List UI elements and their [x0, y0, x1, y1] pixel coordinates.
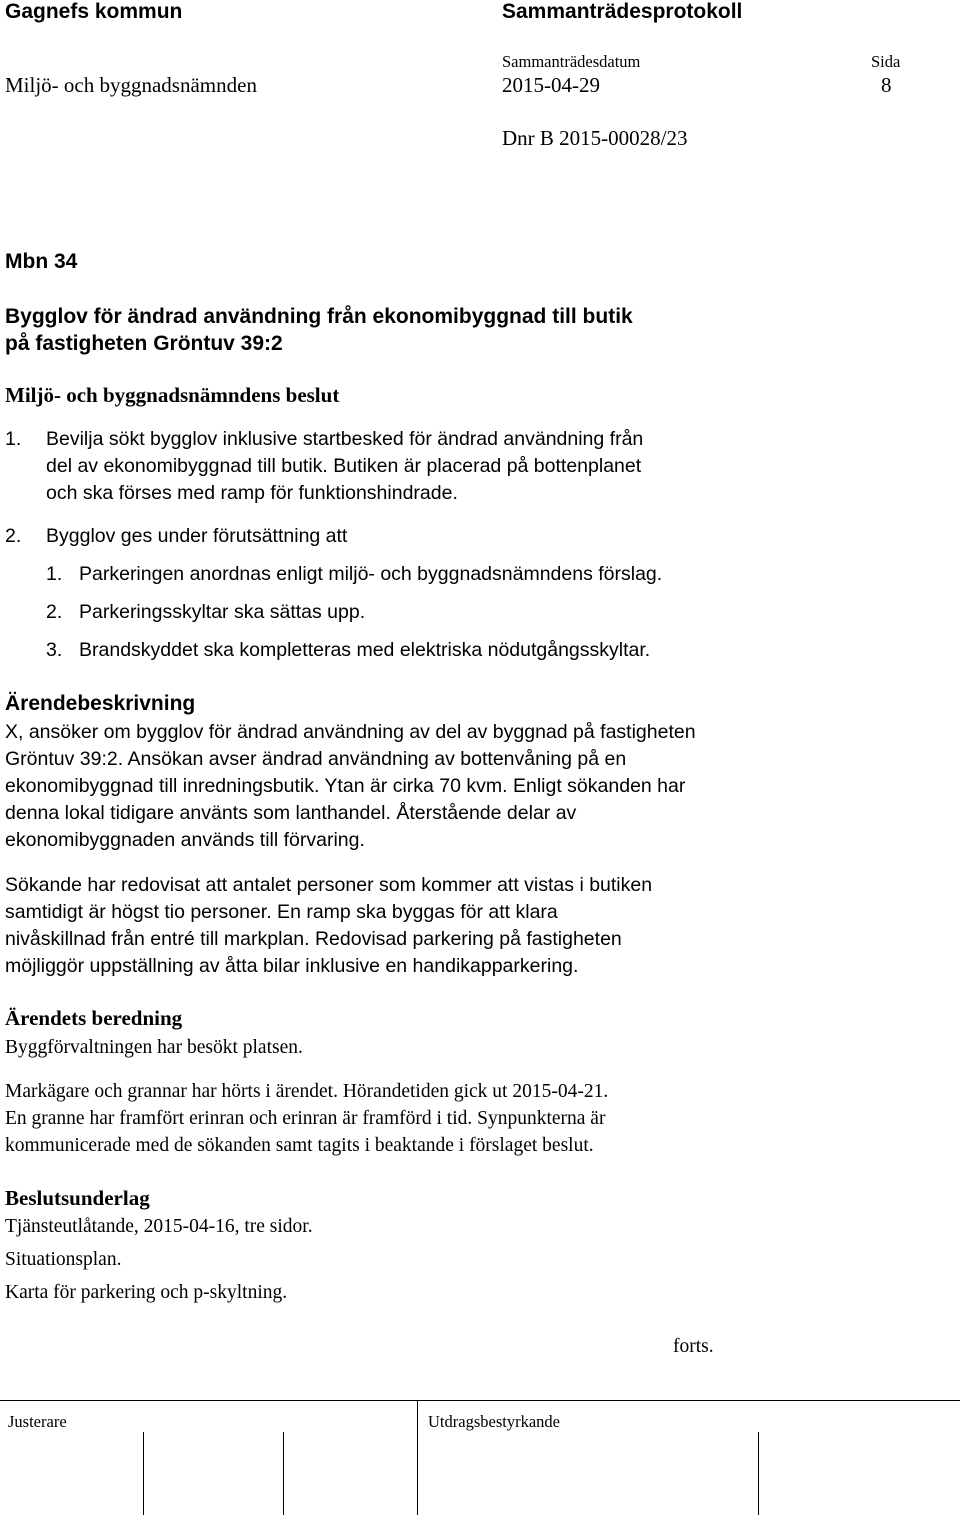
decision-basis-item: Tjänsteutlåtande, 2015-04-16, tre sidor.	[5, 1216, 313, 1237]
text-line: samtidigt är högst tio personer. En ramp ska byggas för att klara	[5, 901, 558, 923]
text-line: och ska förses med ramp för funktionshindrade.	[46, 482, 458, 504]
section-id: Mbn 34	[5, 250, 78, 273]
decision-basis-item: Situationsplan.	[5, 1249, 122, 1270]
document-type: Sammanträdesprotokoll	[502, 0, 743, 23]
text-line: del av ekonomibyggnad till butik. Butiken är placerad på bottenplanet	[46, 455, 642, 477]
case-number: Dnr B 2015-00028/23	[502, 126, 688, 150]
board-name: Miljö- och byggnadsnämnden	[5, 73, 257, 97]
footer-divider	[0, 1400, 960, 1401]
decision-heading: Miljö- och byggnadsnämndens beslut	[5, 383, 340, 407]
decision-item-text: Bygglov ges under förutsättning att	[46, 525, 348, 547]
condition-number: 3.	[46, 639, 63, 661]
text-line: nivåskillnad från entré till markplan. Redovisad parkering på fastigheten	[5, 928, 622, 950]
text-line: ekonomibyggnaden används till förvaring.	[5, 829, 365, 851]
decision-item-text	[46, 426, 643, 507]
decision-item-number: 2.	[5, 525, 22, 547]
preparation-paragraph	[5, 1078, 608, 1159]
signature-box-divider	[758, 1432, 759, 1515]
condition-number: 2.	[46, 601, 63, 623]
text-line: möjliggör uppställning av åtta bilar inklusive en handikapparkering.	[5, 955, 579, 977]
continuation-note: forts.	[673, 1336, 714, 1357]
decision-basis-item: Karta för parkering och p-skyltning.	[5, 1282, 288, 1303]
signature-box-divider	[283, 1432, 284, 1515]
condition-text: Parkeringsskyltar ska sättas upp.	[79, 601, 366, 623]
case-description-heading: Ärendebeskrivning	[5, 692, 196, 715]
page-number: 8	[881, 73, 892, 97]
extract-certification-label: Utdragsbestyrkande	[428, 1412, 560, 1431]
text-line: Sökande har redovisat att antalet personer som kommer att vistas i butiken	[5, 874, 653, 896]
meeting-date-label: Sammanträdesdatum	[502, 52, 641, 71]
text-line: En granne har framfört erinran och erinran är framförd i tid. Synpunkterna är	[5, 1108, 606, 1129]
section-subject	[5, 303, 633, 357]
text-line: Bevilja sökt bygglov inklusive startbesked för ändrad användning från	[46, 428, 644, 450]
decision-item-number: 1.	[5, 428, 22, 450]
text-line: denna lokal tidigare använts som lanthandel. Återstående delar av	[5, 802, 577, 824]
footer-column-divider	[417, 1401, 418, 1515]
decision-basis-heading: Beslutsunderlag	[5, 1186, 150, 1210]
signature-box-divider	[143, 1432, 144, 1515]
subject-line: Bygglov för ändrad användning från ekonomibyggnad till butik	[5, 305, 633, 328]
meeting-date: 2015-04-29	[502, 73, 600, 97]
text-line: Markägare och grannar har hörts i ärendet. Hörandetiden gick ut 2015-04-21.	[5, 1081, 609, 1102]
adjuster-label: Justerare	[8, 1412, 67, 1431]
case-description-paragraph	[5, 872, 652, 980]
text-line: ekonomibyggnad till inredningsbutik. Ytan är cirka 70 kvm. Enligt sökanden har	[5, 775, 686, 797]
subject-line: på fastigheten Gröntuv 39:2	[5, 332, 283, 355]
preparation-paragraph: Byggförvaltningen har besökt platsen.	[5, 1037, 303, 1058]
condition-text: Parkeringen anordnas enligt miljö- och byggnadsnämndens förslag.	[79, 563, 663, 585]
preparation-heading: Ärendets beredning	[5, 1006, 183, 1030]
organization-name: Gagnefs kommun	[5, 0, 183, 23]
case-description-paragraph	[5, 719, 696, 854]
page-label: Sida	[871, 52, 901, 71]
condition-text: Brandskyddet ska kompletteras med elektriska nödutgångsskyltar.	[79, 639, 651, 661]
text-line: Gröntuv 39:2. Ansökan avser ändrad användning av bottenvåning på en	[5, 748, 627, 770]
condition-number: 1.	[46, 563, 63, 585]
text-line: kommunicerade med de sökanden samt tagits i beaktande i förslaget beslut.	[5, 1135, 594, 1156]
text-line: X, ansöker om bygglov för ändrad användning av del av byggnad på fastigheten	[5, 721, 696, 743]
